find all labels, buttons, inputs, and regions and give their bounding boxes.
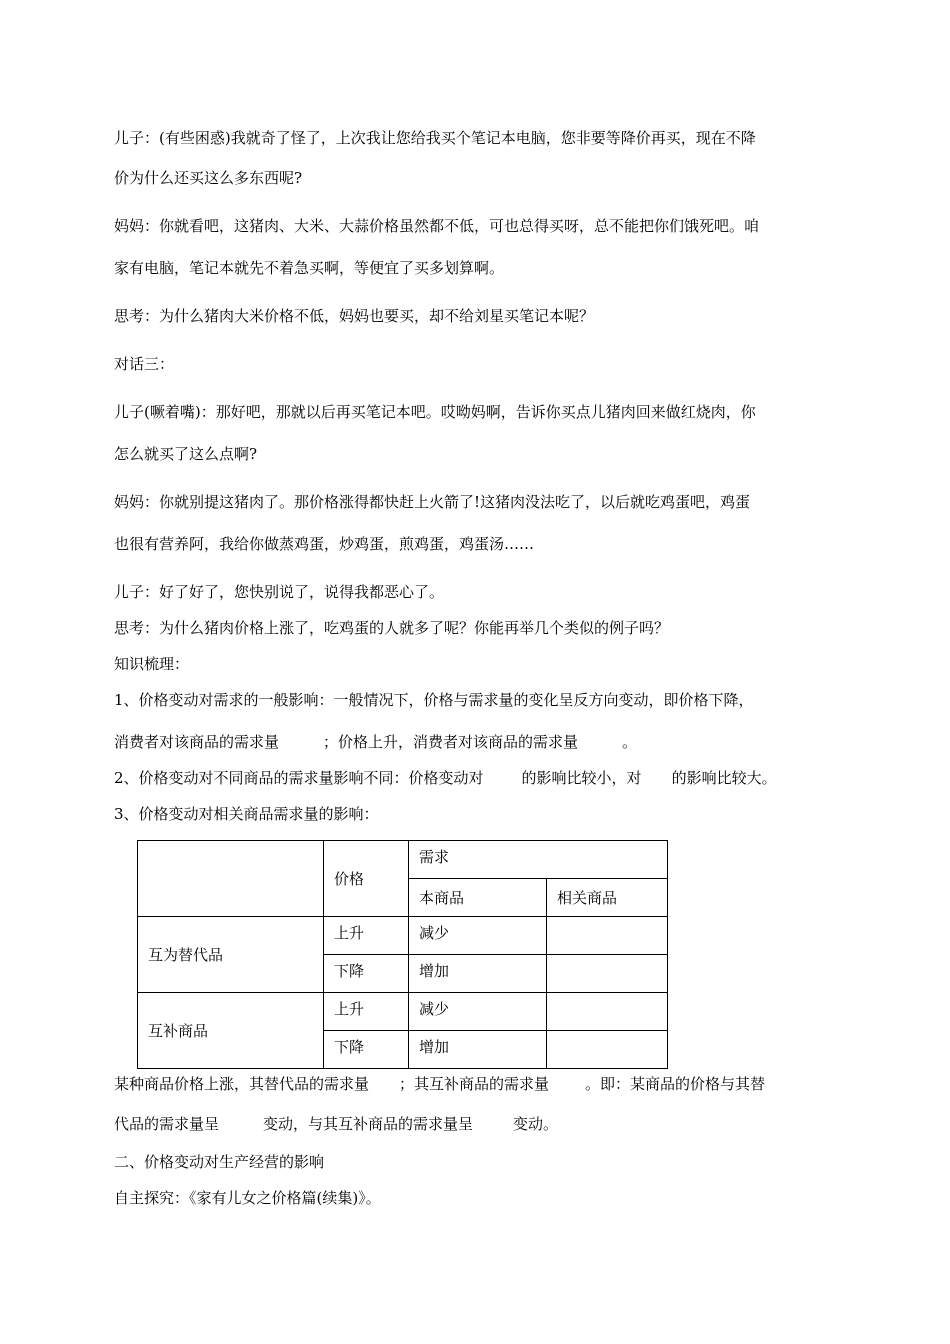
- comp-price-down: 下降: [324, 1031, 409, 1069]
- k1-text-c: 。: [622, 733, 638, 751]
- sub-related-down-blank: [547, 955, 668, 993]
- dialogue-son-1: 儿子：(有些困惑)我就奇了怪了，上次我让您给我买个笔记本电脑，您非要等降价再买，现在不降: [114, 129, 756, 147]
- dialogue-mom-1-cont: 家有电脑，笔记本就先不着急买啊，等便宜了买多划算啊。: [114, 259, 505, 277]
- k1-text-a: 消费者对该商品的需求量: [114, 733, 280, 751]
- a1-text-a: 某种商品价格上涨，其替代品的需求量: [114, 1075, 370, 1093]
- row-complement-label: 互补商品: [138, 993, 324, 1069]
- sub-demand-decrease: 减少: [409, 917, 547, 955]
- comp-demand-decrease: 减少: [409, 993, 547, 1031]
- k2-text-b: 的影响比较小，对: [521, 769, 642, 787]
- row-substitute-label: 互为替代品: [138, 917, 324, 993]
- question-2: 思考：为什么猪肉价格上涨了，吃鸡蛋的人就多了呢？你能再举几个类似的例子吗？: [114, 619, 670, 637]
- dialogue-son-2-cont: 怎么就买了这么点啊?: [114, 445, 258, 463]
- a2-text-c: 变动。: [513, 1115, 559, 1133]
- conclusion-line-2: [114, 1114, 558, 1134]
- sub-demand-increase: 增加: [409, 955, 547, 993]
- a2-text-a: 代品的需求量呈: [114, 1115, 220, 1133]
- comp-demand-increase: 增加: [409, 1031, 547, 1069]
- sub-related-up-blank: [547, 917, 668, 955]
- knowledge-point-1: 1、价格变动对需求的一般影响：一般情况下，价格与需求量的变化呈反方向变动，即价格下降，: [114, 691, 754, 709]
- header-related-good: 相关商品: [547, 879, 668, 917]
- k1-text-b: ；价格上升，消费者对该商品的需求量: [323, 733, 579, 751]
- knowledge-point-3: 3、价格变动对相关商品需求量的影响：: [114, 805, 379, 823]
- related-goods-table: [137, 840, 668, 1069]
- question-1: 思考：为什么猪肉大米价格不低，妈妈也要买，却不给刘星买笔记本呢？: [114, 307, 595, 325]
- dialogue-three-heading: 对话三：: [114, 355, 175, 373]
- comp-related-up-blank: [547, 993, 668, 1031]
- comp-price-up: 上升: [324, 993, 409, 1031]
- k2-text-c: 的影响比较大。: [671, 769, 777, 787]
- dialogue-son-1-cont: 价为什么还买这么多东西呢?: [114, 169, 303, 187]
- dialogue-son-2: 儿子(噘着嘴)：那好吧，那就以后再买笔记本吧。哎呦妈啊，告诉你买点儿猪肉回来做红烧肉，你: [114, 403, 756, 421]
- knowledge-point-2: [114, 768, 777, 788]
- dialogue-mom-2-cont: 也很有营养阿，我给你做蒸鸡蛋，炒鸡蛋，煎鸡蛋，鸡蛋汤……: [114, 535, 535, 553]
- self-inquiry-line: 自主探究：《家有儿女之价格篇(续集)》。: [114, 1189, 381, 1207]
- table-corner-cell: [138, 841, 324, 917]
- section-two-heading: 二、价格变动对生产经营的影响: [114, 1153, 325, 1171]
- header-price: 价格: [324, 841, 409, 917]
- knowledge-heading: 知识梳理：: [114, 655, 190, 673]
- a1-text-c: 。即：某商品的价格与其替: [585, 1075, 766, 1093]
- knowledge-point-1-cont: [114, 732, 637, 752]
- dialogue-mom-2: 妈妈：你就别提这猪肉了。那价格涨得都快赶上火箭了!这猪肉没法吃了，以后就吃鸡蛋吧，鸡蛋: [114, 493, 751, 511]
- header-this-good: 本商品: [409, 879, 547, 917]
- sub-price-up: 上升: [324, 917, 409, 955]
- dialogue-mom-1: 妈妈：你就看吧，这猪肉、大米、大蒜价格虽然都不低，可也总得买呀，总不能把你们饿死吧。咱: [114, 217, 760, 235]
- sub-price-down: 下降: [324, 955, 409, 993]
- a2-text-b: 变动，与其互补商品的需求量呈: [263, 1115, 474, 1133]
- a1-text-b: ；其互补商品的需求量: [399, 1075, 550, 1093]
- k2-text-a: 2、价格变动对不同商品的需求量影响不同：价格变动对: [114, 769, 484, 787]
- comp-related-down-blank: [547, 1031, 668, 1069]
- header-demand: 需求: [409, 841, 668, 879]
- conclusion-line-1: [114, 1074, 765, 1094]
- dialogue-son-3: 儿子：好了好了，您快别说了，说得我都恶心了。: [114, 583, 445, 601]
